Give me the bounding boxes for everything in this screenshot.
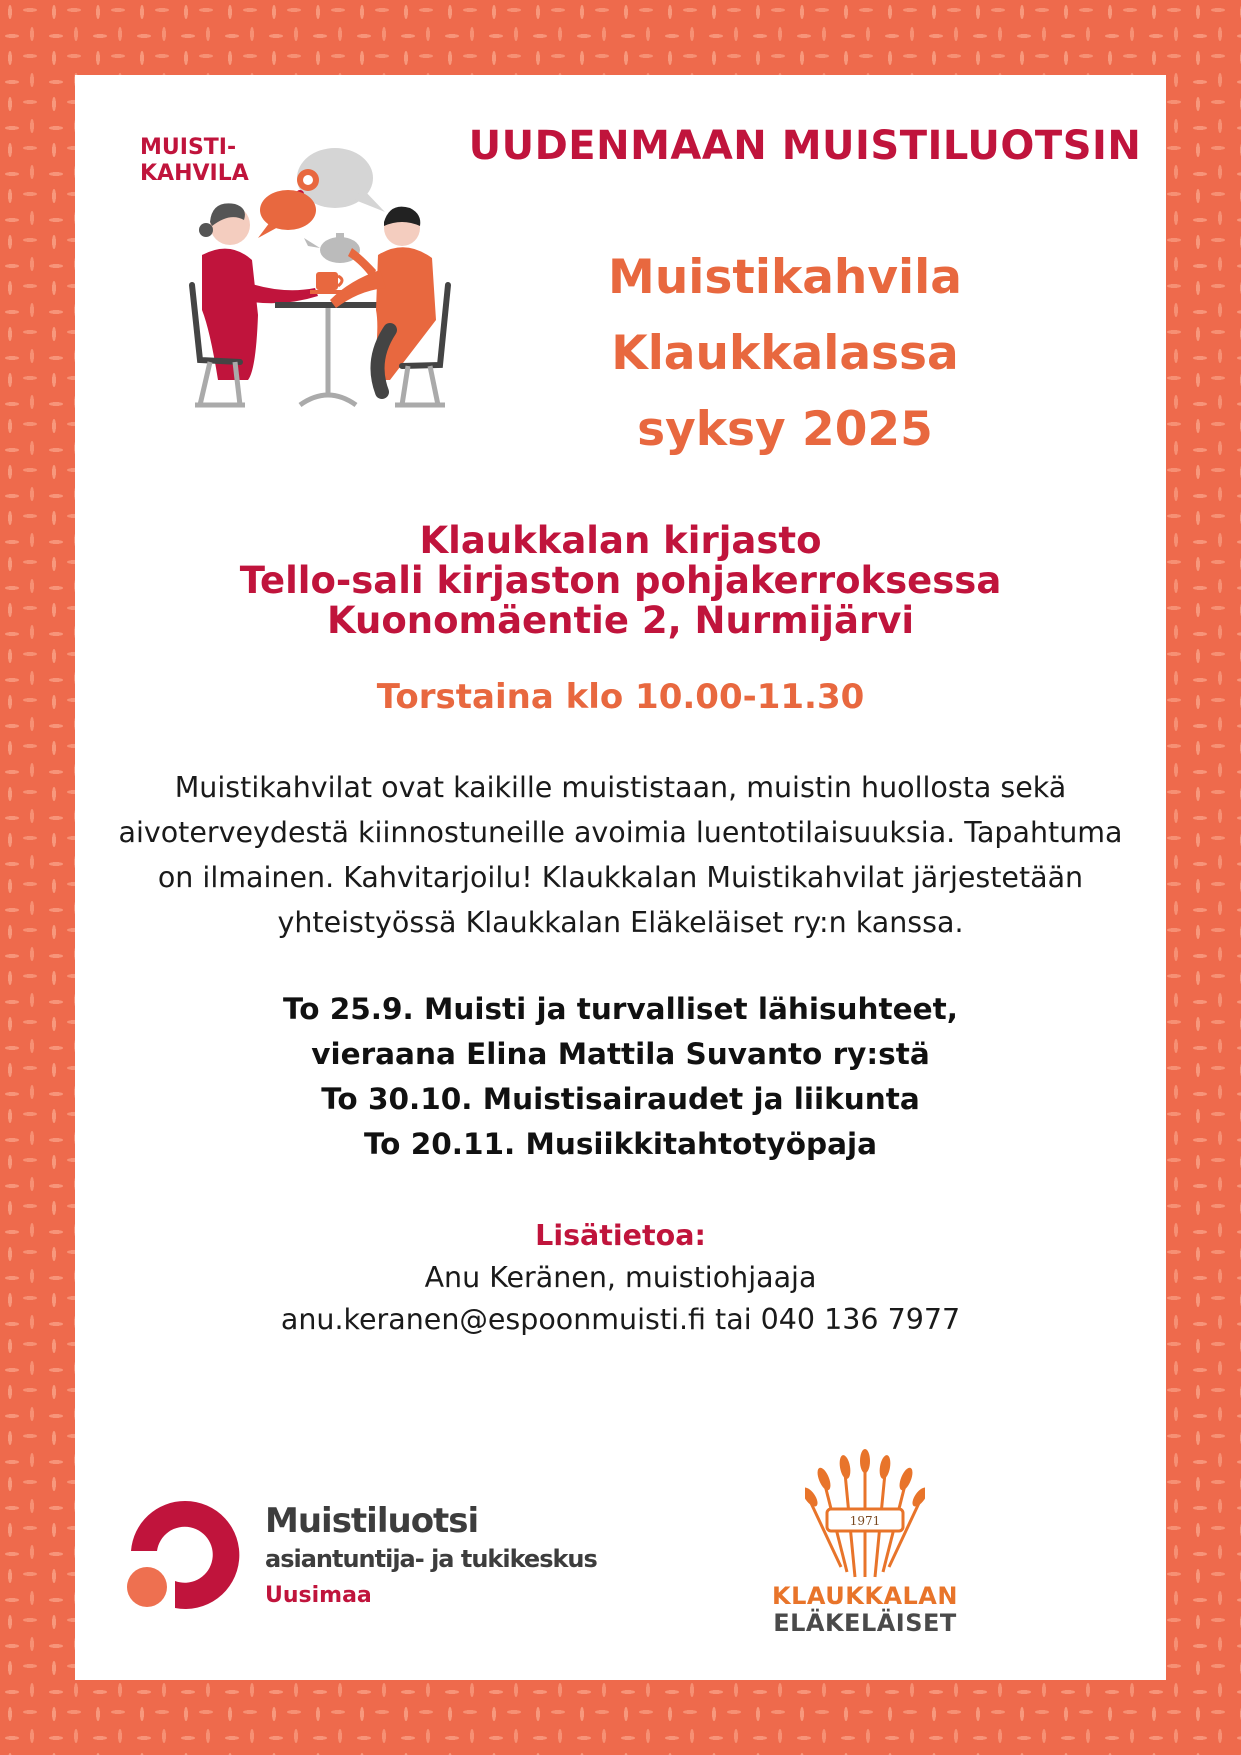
cafe-conversation-icon: [140, 130, 460, 410]
muistiluotsi-name: Muistiluotsi: [265, 1501, 479, 1541]
schedule-item: To 25.9. Muisti ja turvalliset lähisuhteet,: [283, 992, 958, 1026]
intro-text: Muistikahvilat ovat kaikille muististaan, muistin huollosta sekä aivoterveydestä kiinnostuneille avoimia luentotilaisuuksia. Tapahtuma on ilmainen. Kahvitarjoilu! Klaukkalan Muistikahvilat järjestetään yhteistyössä Klaukkalan Eläkeläiset ry:n kanssa.: [118, 771, 1123, 939]
muistiluotsi-mark-icon: [125, 1495, 245, 1615]
muistikahvila-illustration: [140, 130, 460, 410]
contact-person: Anu Keränen, muistiohjaaja: [424, 1261, 817, 1294]
wheat-sheaf-icon: [805, 1447, 925, 1579]
schedule-list: [75, 987, 1166, 1167]
muistiluotsi-logo: [125, 1495, 705, 1625]
venue-name: Klaukkalan kirjasto: [419, 519, 822, 562]
illustration-label-line1: MUISTI-: [140, 135, 237, 160]
event-title-line2: Klaukkalassa: [611, 326, 959, 381]
schedule-item: To 30.10. Muistisairaudet ja liikunta: [321, 1082, 920, 1116]
poster-card: [75, 75, 1166, 1680]
contact-label: Lisätietoa:: [535, 1219, 706, 1252]
contact-email-phone: anu.keranen@espoonmuisti.fi tai 040 136 7977: [280, 1303, 961, 1336]
venue-room: Tello-sali kirjaston pohjakerroksessa: [239, 559, 1002, 602]
event-time: Torstaina klo 10.00-11.30: [376, 677, 865, 717]
venue-block: [75, 521, 1166, 641]
muistiluotsi-subtitle: asiantuntija- ja tukikeskus: [265, 1545, 597, 1573]
illustration-label-line2: KAHVILA: [140, 161, 249, 186]
contact-block: [75, 1215, 1166, 1341]
muistiluotsi-region: Uusimaa: [265, 1583, 372, 1608]
schedule-item: To 20.11. Musiikkitahtotyöpaja: [363, 1127, 878, 1161]
event-title-line3: syksy 2025: [637, 402, 933, 457]
logo-year: 1971: [849, 1514, 881, 1528]
elakelaiset-name-line2: ELÄKELÄISET: [773, 1609, 957, 1637]
event-title-line1: Muistikahvila: [608, 250, 962, 305]
schedule-item: vieraana Elina Mattila Suvanto ry:stä: [311, 1037, 930, 1071]
organization-title: UUDENMAAN MUISTILUOTSIN: [468, 123, 1142, 169]
venue-address: Kuonomäentie 2, Nurmijärvi: [326, 599, 914, 642]
elakelaiset-name-line1: KLAUKKALAN: [772, 1582, 958, 1610]
event-title: [495, 240, 1075, 468]
klaukkalan-elakelaiset-logo: [760, 1447, 970, 1637]
